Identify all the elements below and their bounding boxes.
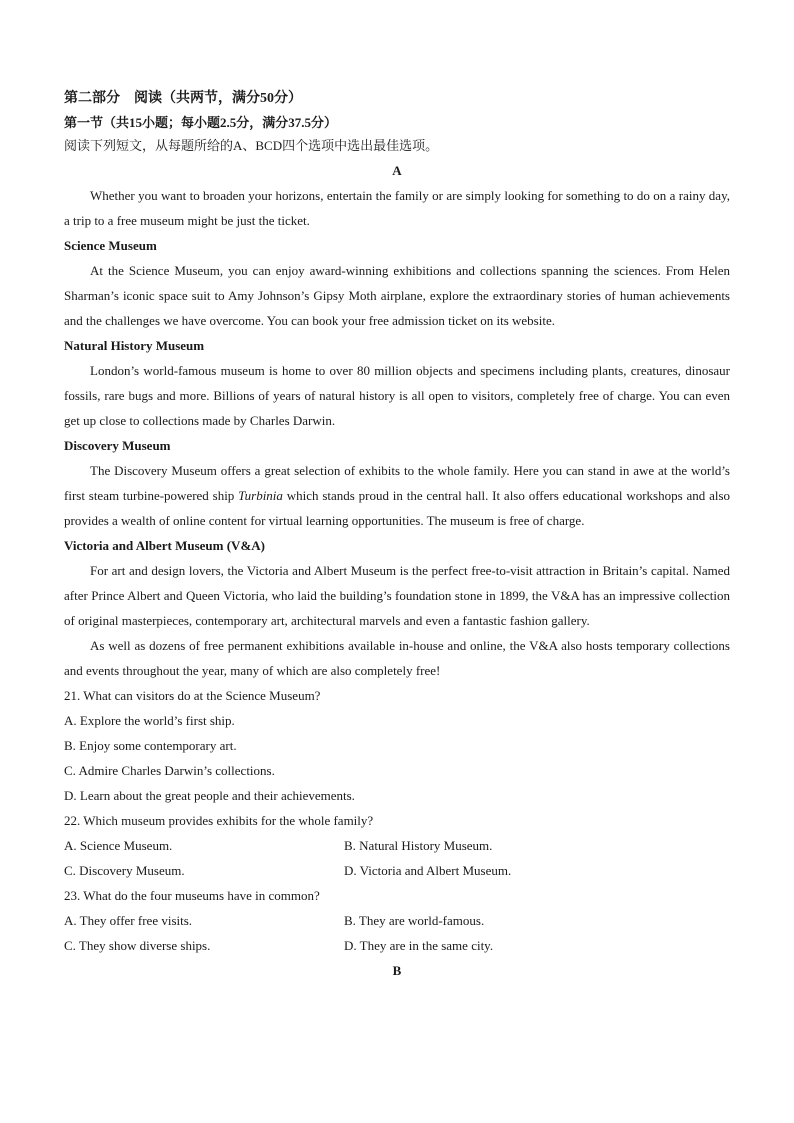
question-22-row-1: [64, 833, 730, 858]
section-title: 第一节（共15小题；每小题2.5分，满分37.5分）: [64, 115, 338, 130]
discovery-text-part2: which stands proud in the central hall. It also offers educational workshops and also provides a wealth of online content for virtual learning opportunities. The museum is free of charge.: [64, 488, 731, 528]
question-23-stem: 23. What do the four museums have in common?: [64, 888, 320, 903]
museum-text-va-2: As well as dozens of free permanent exhibitions available in-house and online, the V&A also hosts temporary collections and events throughout the year, many of which are also completely free!: [64, 638, 730, 678]
question-23-option-b: B. They are world-famous.: [344, 913, 485, 928]
passage-a-label: A: [392, 163, 402, 178]
question-21-option-c: C. Admire Charles Darwin’s collections.: [64, 763, 275, 778]
question-21-option-d: D. Learn about the great people and their achievements.: [64, 788, 355, 803]
museum-text-va: For art and design lovers, the Victoria and Albert Museum is the perfect free-to-visit attraction in Britain’s capital. Named after Prince Albert and Queen Victoria, who laid the building’s foundation stone in 1899, the V&A has an impressive collection of original masterpieces, contemporary art, architectural marvels and even a fantastic fashion gallery.: [64, 563, 730, 628]
question-22-option-b: B. Natural History Museum.: [344, 838, 493, 853]
museum-heading-natural-history: Natural History Museum: [64, 338, 205, 353]
museum-heading-science: Science Museum: [64, 238, 157, 253]
question-23-option-c: C. They show diverse ships.: [64, 938, 211, 953]
question-23-row-1: [64, 908, 730, 933]
museum-text-discovery: [64, 458, 730, 533]
question-22-row-2: [64, 858, 730, 883]
instruction-text: 阅读下列短文，从每题所给的A、BCD四个选项中选出最佳选项。: [64, 138, 439, 153]
question-21-option-b: B. Enjoy some contemporary art.: [64, 738, 237, 753]
question-23-row-2: [64, 933, 730, 958]
museum-text-natural-history: London’s world-famous museum is home to over 80 million objects and specimens including plants, creatures, dinosaur fossils, rare bugs and more. Billions of years of natural history is all open to visitors, completely free of charge. You can even get up close to collections made by Charles Darwin.: [64, 363, 730, 428]
museum-heading-va: Victoria and Albert Museum (V&A): [64, 538, 265, 553]
question-23-option-d: D. They are in the same city.: [344, 938, 494, 953]
question-22-option-c: C. Discovery Museum.: [64, 863, 185, 878]
question-22-option-d: D. Victoria and Albert Museum.: [344, 863, 512, 878]
museum-text-science: At the Science Museum, you can enjoy award-winning exhibitions and collections spanning the sciences. From Helen Sharman’s iconic space suit to Amy Johnson’s Gipsy Moth airplane, explore the extraordinary stories of human achievements and the challenges we have overcome. You can book your free admission ticket on its website.: [64, 263, 730, 328]
part-title: 第二部分 阅读（共两节，满分50分）: [64, 91, 302, 106]
question-21-option-a: A. Explore the world’s first ship.: [64, 713, 235, 728]
question-23-option-a: A. They offer free visits.: [64, 913, 193, 928]
exam-page: [64, 88, 730, 983]
question-21-stem: 21. What can visitors do at the Science Museum?: [64, 688, 321, 703]
discovery-text-part1: The Discovery Museum offers a great selection of exhibits to the whole family. Here you can stand in awe at the world’s first steam turbine-powered ship: [64, 463, 730, 503]
passage-b-label: B: [392, 963, 402, 978]
ship-name: Turbinia: [238, 488, 283, 503]
passage-intro: Whether you want to broaden your horizons, entertain the family or are simply looking for something to do on a rainy day, a trip to a free museum might be just the ticket.: [64, 188, 730, 228]
museum-heading-discovery: Discovery Museum: [64, 438, 171, 453]
question-22-stem: 22. Which museum provides exhibits for the whole family?: [64, 813, 374, 828]
question-22-option-a: A. Science Museum.: [64, 838, 173, 853]
